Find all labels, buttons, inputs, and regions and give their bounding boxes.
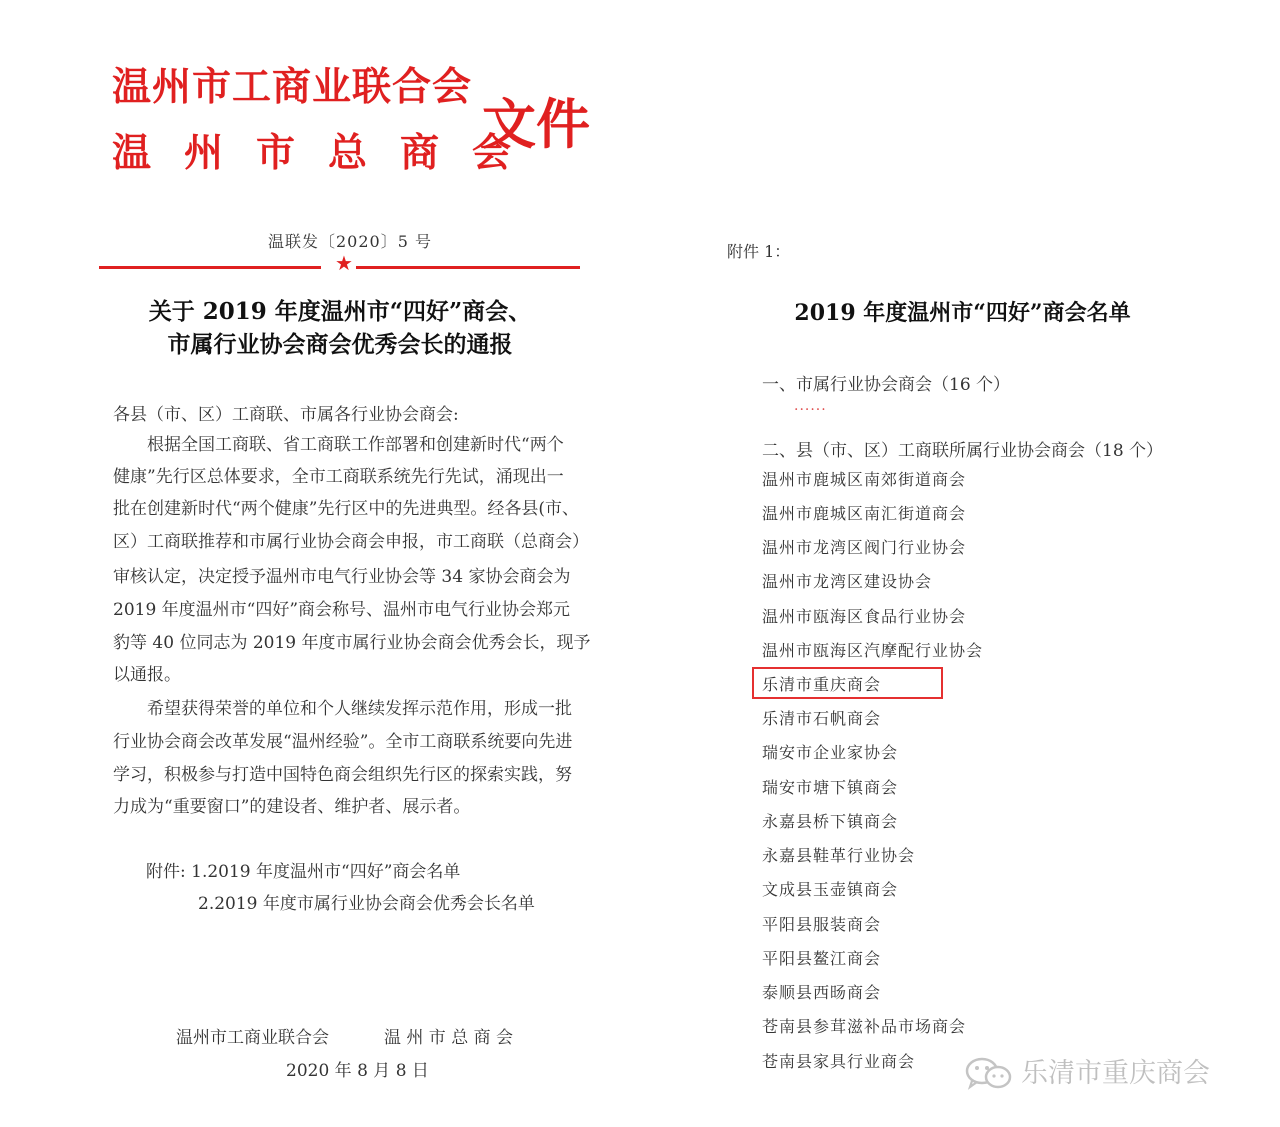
list-item: 温州市鹿城区南汇街道商会 — [762, 504, 967, 523]
signature-date: 2020 年 8 月 8 日 — [286, 1061, 429, 1081]
list-item: 文成县玉壶镇商会 — [762, 880, 899, 899]
list-item: 苍南县参茸滋补品市场商会 — [762, 1017, 967, 1036]
section-1-ellipsis: ······ — [794, 402, 827, 418]
list-item-highlighted: 乐清市重庆商会 — [762, 675, 882, 694]
list-item: 瑞安市企业家协会 — [762, 743, 899, 762]
list-item: 乐清市石帆商会 — [762, 709, 882, 728]
list-item: 温州市龙湾区建设协会 — [762, 572, 933, 591]
paragraph-line: 力成为“重要窗口”的建设者、维护者、展示者。 — [113, 797, 471, 817]
addressee: 各县（市、区）工商联、市属各行业协会商会: — [113, 405, 459, 425]
paragraph-line: 根据全国工商联、省工商联工作部署和创建新时代“两个 — [147, 435, 564, 455]
paragraph-line: 2019 年度温州市“四好”商会称号、温州市电气行业协会郑元 — [113, 600, 571, 620]
list-item: 瑞安市塘下镇商会 — [762, 778, 899, 797]
paragraph-line: 学习，积极参与打造中国特色商会组织先行区的探索实践，努 — [113, 765, 572, 785]
paragraph-line: 行业协会商会改革发展“温州经验”。全市工商联系统要向先进 — [113, 732, 573, 752]
wechat-icon — [960, 1055, 1020, 1091]
red-divider-left — [99, 266, 321, 269]
list-item: 平阳县服装商会 — [762, 915, 882, 934]
list-item: 泰顺县西旸商会 — [762, 983, 882, 1002]
list-item: 永嘉县鞋革行业协会 — [762, 846, 916, 865]
section-heading-1: 一、市属行业协会商会（16 个） — [762, 375, 1011, 395]
paragraph-line: 审核认定，决定授予温州市电气行业协会等 34 家协会商会为 — [113, 567, 571, 587]
header-org-line-1: 温州市工商业联合会 — [112, 65, 473, 110]
paragraph-line: 以通报。 — [113, 665, 181, 685]
list-title: 2019 年度温州市“四好”商会名单 — [794, 300, 1131, 326]
title-line-1: 关于 2019 年度温州市“四好”商会、 — [148, 298, 532, 325]
watermark-text: 乐清市重庆商会 — [1021, 1058, 1210, 1089]
list-item: 苍南县家具行业商会 — [762, 1052, 916, 1071]
doc-number: 温联发〔2020〕5 号 — [268, 232, 432, 251]
red-divider-right — [356, 266, 580, 269]
title-line-2: 市属行业协会商会优秀会长的通报 — [167, 331, 513, 358]
signature-org-2: 温 州 市 总 商 会 — [384, 1028, 514, 1048]
list-item: 温州市鹿城区南郊街道商会 — [762, 470, 967, 489]
header-doc-type: 文件 — [482, 93, 590, 156]
paragraph-line: 豹等 40 位同志为 2019 年度市属行业协会商会优秀会长，现予 — [113, 633, 591, 653]
paragraph-line: 批在创建新时代“两个健康”先行区中的先进典型。经各县(市、 — [113, 499, 580, 519]
attachment-label: 附件 1： — [727, 242, 791, 261]
paragraph-line: 健康”先行区总体要求，全市工商联系统先行先试，涌现出一 — [113, 467, 564, 487]
list-item: 永嘉县桥下镇商会 — [762, 812, 899, 831]
list-item: 温州市龙湾区阀门行业协会 — [762, 538, 967, 557]
signature-org-1: 温州市工商业联合会 — [176, 1028, 329, 1048]
paragraph-line: 希望获得荣誉的单位和个人继续发挥示范作用，形成一批 — [147, 699, 572, 719]
list-item: 平阳县鳌江商会 — [762, 949, 882, 968]
section-heading-2: 二、县（市、区）工商联所属行业协会商会（18 个） — [762, 441, 1164, 461]
list-item: 温州市瓯海区食品行业协会 — [762, 607, 967, 626]
attachment-line-2: 2.2019 年度市属行业协会商会优秀会长名单 — [198, 894, 535, 914]
star-icon: ★ — [335, 251, 353, 275]
header-org-line-2: 温州市总商会 — [112, 131, 545, 176]
attachment-line-1: 附件: 1.2019 年度温州市“四好”商会名单 — [146, 862, 461, 882]
paragraph-line: 区）工商联推荐和市属行业协会商会申报，市工商联（总商会） — [113, 532, 589, 552]
list-item: 温州市瓯海区汽摩配行业协会 — [762, 641, 984, 660]
